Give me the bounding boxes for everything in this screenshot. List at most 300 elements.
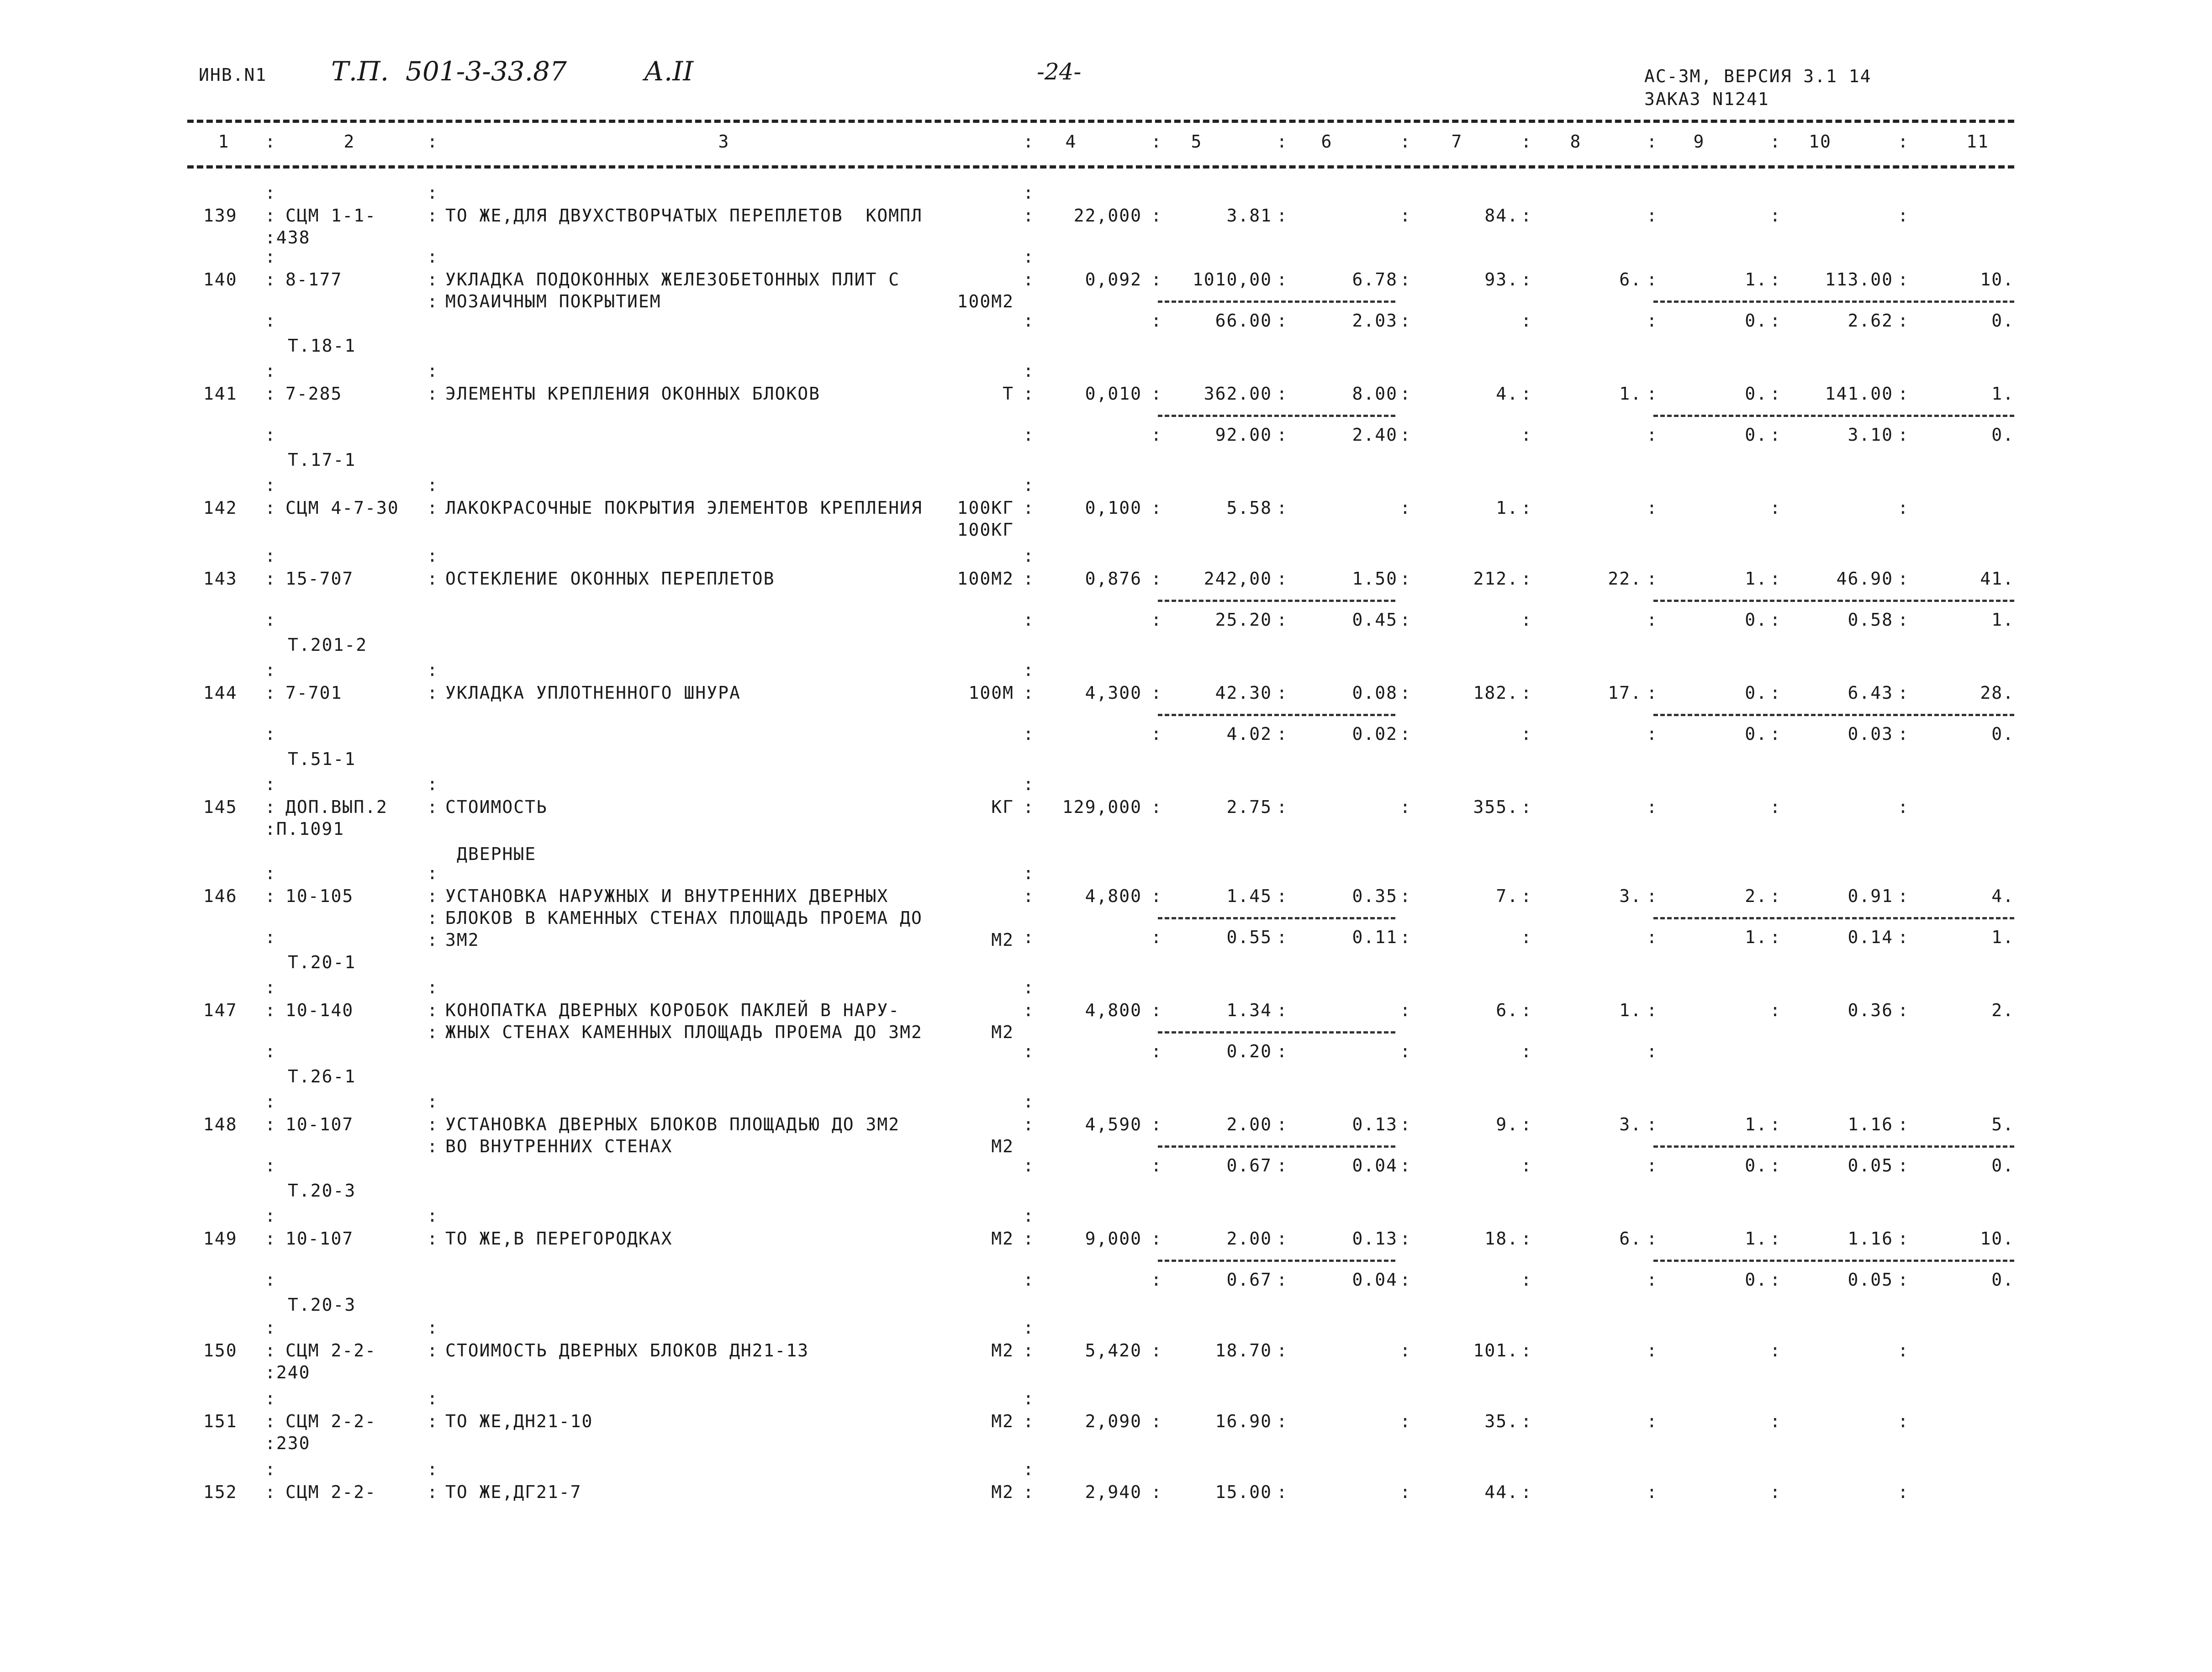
page-number: -24-: [1037, 58, 1082, 85]
row-separator: :: [1277, 1340, 1288, 1361]
row-separator: :: [1647, 1270, 1658, 1290]
work-description: ЛАКОКРАСОЧНЫЕ ПОКРЫТИЯ ЭЛЕМЕНТОВ КРЕПЛЕНИЯ: [445, 498, 923, 518]
row-separator: :: [1770, 886, 1781, 906]
cell-c6: 1.50: [1352, 569, 1398, 589]
cell-c9-wage: 0.: [1745, 724, 1768, 744]
row-number: 141: [203, 384, 238, 404]
row-separator: :: [1277, 886, 1288, 906]
column-separator: :: [265, 132, 276, 152]
row-separator: :: [1023, 1482, 1035, 1502]
row-separator: :: [1023, 1270, 1035, 1290]
row-separator: :: [1151, 1155, 1162, 1176]
row-separator: :: [1023, 183, 1035, 203]
column-header-3: 3: [718, 132, 730, 152]
column-header-8: 8: [1570, 132, 1582, 152]
row-separator: :: [1898, 1411, 1909, 1431]
cell-c5: 2.00: [1226, 1229, 1272, 1249]
row-separator: :: [1277, 1000, 1288, 1020]
unit-of-measure: 100М2: [957, 291, 1014, 311]
row-separator: :: [265, 1459, 276, 1479]
inventory-number: ИНВ.N1: [199, 65, 267, 85]
row-separator: :: [1023, 977, 1035, 997]
cell-c9-wage: 0.: [1745, 425, 1768, 445]
unit-of-measure: 100М2: [957, 569, 1014, 589]
row-separator: :: [1647, 1041, 1658, 1061]
row-separator: :: [1151, 1270, 1162, 1290]
row-separator: :: [427, 683, 438, 703]
row-separator: :: [1151, 1041, 1162, 1061]
row-separator: :: [265, 425, 276, 445]
cell-c10: 113.00: [1825, 269, 1893, 290]
row-number: 146: [203, 886, 238, 906]
row-separator: :: [265, 311, 276, 331]
row-separator: :: [1151, 1340, 1162, 1361]
row-separator: :: [1023, 886, 1035, 906]
cell-c10-wage: 0.05: [1848, 1155, 1893, 1176]
row-separator: :: [265, 498, 276, 518]
row-separator: :: [427, 930, 438, 950]
row-separator: :: [1151, 269, 1162, 290]
cell-c6: 0.35: [1352, 886, 1398, 906]
row-separator: :: [427, 384, 438, 404]
subtotal-rule: [1653, 714, 2014, 716]
row-separator: :: [1277, 569, 1288, 589]
row-separator: :: [427, 1206, 438, 1226]
row-separator: :: [265, 977, 276, 997]
row-separator: :: [265, 384, 276, 404]
row-separator: :: [1277, 269, 1288, 290]
row-separator: :: [1898, 498, 1909, 518]
section-label: ДВЕРНЫЕ: [457, 844, 537, 864]
row-separator: :: [1400, 425, 1411, 445]
row-separator: :: [265, 774, 276, 794]
cell-c8: 1.: [1619, 1000, 1642, 1020]
row-separator: :: [1023, 498, 1035, 518]
row-separator: :: [1023, 1318, 1035, 1338]
row-separator: :: [1023, 1340, 1035, 1361]
column-header-9: 9: [1693, 132, 1705, 152]
work-description: УКЛАДКА УПЛОТНЕННОГО ШНУРА: [445, 683, 741, 703]
row-separator: :: [1277, 384, 1288, 404]
row-separator: :: [265, 1155, 276, 1176]
order-number: ЗАКАЗ N1241: [1644, 89, 1769, 109]
row-separator: :: [1400, 1155, 1411, 1176]
cell-c8: 3.: [1619, 886, 1642, 906]
row-separator: :: [1770, 1270, 1781, 1290]
row-separator: :: [265, 1318, 276, 1338]
row-separator: :: [427, 498, 438, 518]
subtotal-rule: [1653, 917, 2014, 919]
row-separator: :: [265, 863, 276, 883]
cell-c9: 0.: [1745, 384, 1768, 404]
row-separator: :: [1151, 1000, 1162, 1020]
cell-c8: 3.: [1619, 1114, 1642, 1134]
row-separator: :: [1898, 206, 1909, 226]
row-separator: :: [1647, 1411, 1658, 1431]
cell-c11: 28.: [1980, 683, 2014, 703]
row-separator: :: [1770, 797, 1781, 817]
cell-c5: 2.75: [1226, 797, 1272, 817]
cell-c5-wage: 4.02: [1226, 724, 1272, 744]
row-number: 145: [203, 797, 238, 817]
row-separator: :: [1023, 1000, 1035, 1020]
cell-c8: 22.: [1608, 569, 1642, 589]
row-separator: :: [1647, 610, 1658, 630]
row-separator: :: [1400, 498, 1411, 518]
unit-of-measure: 100М: [968, 683, 1014, 703]
row-separator: :: [427, 569, 438, 589]
table-reference: Т.26-1: [288, 1066, 356, 1087]
row-separator: :: [1023, 384, 1035, 404]
cell-c7: 6.: [1496, 1000, 1519, 1020]
row-separator: :: [265, 546, 276, 566]
project-code: Т.П. 501-3-33.87: [331, 56, 567, 87]
row-separator: :: [1023, 774, 1035, 794]
row-separator: :: [1647, 1000, 1658, 1020]
row-separator: :: [1400, 1000, 1411, 1020]
work-description-cont: 3М2: [445, 930, 480, 950]
cell-c6: 8.00: [1352, 384, 1398, 404]
row-separator: :: [1770, 1340, 1781, 1361]
row-separator: :: [1277, 610, 1288, 630]
row-separator: :: [1521, 1482, 1532, 1502]
cell-c5: 362.00: [1204, 384, 1272, 404]
row-separator: :: [1277, 927, 1288, 947]
row-separator: :: [427, 206, 438, 226]
row-separator: :: [1400, 724, 1411, 744]
row-separator: :: [1023, 247, 1035, 267]
work-description: ЭЛЕМЕНТЫ КРЕПЛЕНИЯ ОКОННЫХ БЛОКОВ: [445, 384, 820, 404]
row-separator: :: [1521, 1229, 1532, 1249]
row-separator: :: [1023, 361, 1035, 381]
column-separator: :: [1898, 132, 1909, 152]
row-separator: :: [1770, 425, 1781, 445]
row-separator: :: [1521, 1411, 1532, 1431]
cell-c5: 1.34: [1226, 1000, 1272, 1020]
work-description: УСТАНОВКА ДВЕРНЫХ БЛОКОВ ПЛОЩАДЬЮ ДО 3М2: [445, 1114, 900, 1134]
table-reference: Т.201-2: [288, 635, 368, 655]
cell-c8: 17.: [1608, 683, 1642, 703]
cell-c9: 0.: [1745, 683, 1768, 703]
cell-c10-wage: 0.05: [1848, 1270, 1893, 1290]
row-separator: :: [265, 927, 276, 947]
row-separator: :: [1151, 311, 1162, 331]
row-separator: :: [265, 1270, 276, 1290]
row-number: 139: [203, 206, 238, 226]
row-separator: :: [1277, 1411, 1288, 1431]
row-separator: :: [427, 475, 438, 495]
rate-code-cont: :240: [265, 1362, 311, 1382]
cell-c11: 1.: [1991, 384, 2014, 404]
row-separator: :: [1400, 927, 1411, 947]
row-separator: :: [427, 1114, 438, 1134]
column-separator: :: [1023, 132, 1035, 152]
rate-code: 7-701: [285, 683, 343, 703]
row-separator: :: [1023, 546, 1035, 566]
row-separator: :: [1023, 1206, 1035, 1226]
table-reference: Т.20-3: [288, 1181, 356, 1201]
row-separator: :: [1023, 610, 1035, 630]
cell-c11-wage: 0.: [1991, 1155, 2014, 1176]
work-description: ТО ЖЕ,ДГ21-7: [445, 1482, 582, 1502]
row-separator: :: [1023, 269, 1035, 290]
row-separator: :: [1647, 269, 1658, 290]
row-separator: :: [1023, 1041, 1035, 1061]
row-separator: :: [1521, 683, 1532, 703]
row-separator: :: [1521, 724, 1532, 744]
row-separator: :: [1898, 886, 1909, 906]
column-separator: :: [1770, 132, 1781, 152]
cell-c10: 1.16: [1848, 1114, 1893, 1134]
row-separator: :: [1400, 1482, 1411, 1502]
row-separator: :: [427, 1340, 438, 1361]
row-separator: :: [1151, 886, 1162, 906]
rate-code: 10-107: [285, 1114, 354, 1134]
rate-code: 8-177: [285, 269, 343, 290]
subtotal-rule: [1158, 301, 1395, 303]
cell-c4: 0,010: [1085, 384, 1142, 404]
rate-code: ДОП.ВЫП.2: [285, 797, 388, 817]
row-separator: :: [265, 1041, 276, 1061]
row-separator: :: [1647, 1340, 1658, 1361]
column-separator: :: [1400, 132, 1411, 152]
cell-c4: 22,000: [1073, 206, 1142, 226]
row-separator: :: [1647, 425, 1658, 445]
cell-c4: 4,800: [1085, 1000, 1142, 1020]
row-separator: :: [1770, 927, 1781, 947]
cell-c5-wage: 92.00: [1215, 425, 1272, 445]
row-separator: :: [1400, 886, 1411, 906]
work-description: СТОИМОСТЬ ДВЕРНЫХ БЛОКОВ ДН21-13: [445, 1340, 809, 1361]
row-separator: :: [1277, 1041, 1288, 1061]
cell-c8: 1.: [1619, 384, 1642, 404]
rate-code: 10-107: [285, 1229, 354, 1249]
row-separator: :: [265, 1092, 276, 1112]
cell-c9: 1.: [1745, 1114, 1768, 1134]
unit-of-measure: М2: [991, 930, 1014, 950]
cell-c4: 2,940: [1085, 1482, 1142, 1502]
row-separator: :: [427, 247, 438, 267]
row-separator: :: [1023, 1092, 1035, 1112]
row-separator: :: [265, 724, 276, 744]
cell-c5-wage: 0.67: [1226, 1270, 1272, 1290]
row-separator: :: [1400, 1411, 1411, 1431]
row-separator: :: [1400, 206, 1411, 226]
subtotal-rule: [1158, 1260, 1395, 1262]
cell-c6-wage: 0.11: [1352, 927, 1398, 947]
row-separator: :: [1023, 569, 1035, 589]
table-reference: Т.20-1: [288, 952, 356, 972]
cell-c11-wage: 0.: [1991, 1270, 2014, 1290]
rate-code: СЦМ 4-7-30: [285, 498, 399, 518]
work-description: ТО ЖЕ,ДЛЯ ДВУХСТВОРЧАТЫХ ПЕРЕПЛЕТОВ КОМПЛ: [445, 206, 923, 226]
cell-c7: 18.: [1484, 1229, 1519, 1249]
rate-code-cont: :П.1091: [265, 819, 345, 839]
cell-c5: 2.00: [1226, 1114, 1272, 1134]
row-separator: :: [1647, 1229, 1658, 1249]
row-separator: :: [427, 269, 438, 290]
column-header-5: 5: [1191, 132, 1203, 152]
cell-c5: 3.81: [1226, 206, 1272, 226]
cell-c9-wage: 0.: [1745, 1155, 1768, 1176]
row-separator: :: [1647, 498, 1658, 518]
row-separator: :: [1647, 1114, 1658, 1134]
column-header-4: 4: [1065, 132, 1077, 152]
row-separator: :: [1898, 1270, 1909, 1290]
cell-c11-wage: 1.: [1991, 927, 2014, 947]
cell-c5: 16.90: [1215, 1411, 1272, 1431]
row-separator: :: [1151, 569, 1162, 589]
row-separator: :: [1521, 425, 1532, 445]
row-separator: :: [1647, 1482, 1658, 1502]
row-separator: :: [1770, 384, 1781, 404]
row-separator: :: [1151, 724, 1162, 744]
row-separator: :: [1898, 425, 1909, 445]
row-separator: :: [1521, 927, 1532, 947]
row-separator: :: [1770, 610, 1781, 630]
row-separator: :: [1023, 1388, 1035, 1408]
row-separator: :: [427, 660, 438, 680]
work-description-cont: МОЗАИЧНЫМ ПОКРЫТИЕМ: [445, 291, 661, 311]
row-separator: :: [1023, 797, 1035, 817]
unit-of-measure: 100КГ: [957, 498, 1014, 518]
row-separator: :: [1151, 1411, 1162, 1431]
row-separator: :: [265, 1482, 276, 1502]
row-separator: :: [1647, 724, 1658, 744]
row-separator: :: [1521, 797, 1532, 817]
table-reference: Т.18-1: [288, 336, 356, 356]
row-separator: :: [427, 291, 438, 311]
row-separator: :: [1770, 1411, 1781, 1431]
cell-c9-wage: 0.: [1745, 311, 1768, 331]
subtotal-rule: [1158, 1031, 1395, 1034]
cell-c4: 0,876: [1085, 569, 1142, 589]
row-separator: :: [265, 183, 276, 203]
row-separator: :: [1151, 610, 1162, 630]
row-separator: :: [265, 361, 276, 381]
row-separator: :: [1023, 1155, 1035, 1176]
row-separator: :: [1400, 1041, 1411, 1061]
row-separator: :: [265, 1388, 276, 1408]
row-separator: :: [1151, 927, 1162, 947]
row-separator: :: [1770, 1000, 1781, 1020]
column-separator: :: [427, 132, 438, 152]
column-separator: :: [1647, 132, 1658, 152]
cell-c10: 46.90: [1836, 569, 1893, 589]
row-separator: :: [1400, 797, 1411, 817]
rate-code: СЦМ 1-1-: [285, 206, 377, 226]
subtotal-rule: [1158, 1145, 1395, 1148]
row-separator: :: [1647, 886, 1658, 906]
row-separator: :: [1647, 927, 1658, 947]
row-separator: :: [1647, 311, 1658, 331]
rate-code: СЦМ 2-2-: [285, 1411, 377, 1431]
row-separator: :: [1521, 1340, 1532, 1361]
row-separator: :: [427, 1459, 438, 1479]
row-separator: :: [427, 977, 438, 997]
rate-code-cont: :230: [265, 1433, 311, 1453]
row-separator: :: [1898, 797, 1909, 817]
subtotal-rule: [1158, 415, 1395, 417]
row-separator: :: [1023, 311, 1035, 331]
row-number: 140: [203, 269, 238, 290]
row-separator: :: [1647, 384, 1658, 404]
row-separator: :: [1898, 269, 1909, 290]
subtotal-rule: [1158, 600, 1395, 602]
row-separator: :: [427, 863, 438, 883]
unit-of-measure: 100КГ: [957, 520, 1014, 540]
row-separator: :: [1770, 1155, 1781, 1176]
row-separator: :: [1770, 1114, 1781, 1134]
rate-code-cont: :438: [265, 227, 311, 248]
row-separator: :: [1898, 1340, 1909, 1361]
cell-c7: 9.: [1496, 1114, 1519, 1134]
cell-c11-wage: 0.: [1991, 425, 2014, 445]
row-separator: :: [1647, 569, 1658, 589]
row-separator: :: [427, 1411, 438, 1431]
cell-c10: 6.43: [1848, 683, 1893, 703]
row-separator: :: [1277, 797, 1288, 817]
cell-c6-wage: 0.45: [1352, 610, 1398, 630]
row-separator: :: [1023, 863, 1035, 883]
cell-c4: 5,420: [1085, 1340, 1142, 1361]
rate-code: СЦМ 2-2-: [285, 1482, 377, 1502]
row-separator: :: [427, 1482, 438, 1502]
subtotal-rule: [1158, 714, 1395, 716]
row-separator: :: [1647, 206, 1658, 226]
subtotal-rule: [1653, 1145, 2014, 1148]
cell-c5-wage: 0.67: [1226, 1155, 1272, 1176]
row-separator: :: [1770, 683, 1781, 703]
subtotal-rule: [1653, 600, 2014, 602]
row-number: 149: [203, 1229, 238, 1249]
row-separator: :: [1277, 724, 1288, 744]
row-separator: :: [1647, 797, 1658, 817]
row-separator: :: [1151, 1482, 1162, 1502]
cell-c8: 6.: [1619, 269, 1642, 290]
row-separator: :: [1521, 1155, 1532, 1176]
row-separator: :: [1151, 425, 1162, 445]
row-separator: :: [427, 1092, 438, 1112]
work-description: ТО ЖЕ,В ПЕРЕГОРОДКАХ: [445, 1229, 673, 1249]
subtotal-rule: [1653, 301, 2014, 303]
column-header-2: 2: [343, 132, 355, 152]
cell-c11-wage: 0.: [1991, 724, 2014, 744]
column-header-10: 10: [1809, 132, 1832, 152]
row-separator: :: [1400, 1340, 1411, 1361]
cell-c5: 5.58: [1226, 498, 1272, 518]
row-separator: :: [1898, 311, 1909, 331]
row-separator: :: [427, 797, 438, 817]
column-header-7: 7: [1451, 132, 1463, 152]
cell-c5: 42.30: [1215, 683, 1272, 703]
cell-c10: 1.16: [1848, 1229, 1893, 1249]
row-separator: :: [1277, 498, 1288, 518]
row-separator: :: [1521, 1000, 1532, 1020]
row-separator: :: [1277, 1482, 1288, 1502]
row-separator: :: [1521, 610, 1532, 630]
subtotal-rule: [1653, 1260, 2014, 1262]
row-separator: :: [427, 1022, 438, 1042]
row-separator: :: [427, 1000, 438, 1020]
cell-c5: 242,00: [1204, 569, 1272, 589]
row-separator: :: [1151, 1114, 1162, 1134]
row-separator: :: [1521, 1270, 1532, 1290]
unit-of-measure: М2: [991, 1229, 1014, 1249]
cell-c11: 41.: [1980, 569, 2014, 589]
row-separator: :: [1898, 1229, 1909, 1249]
row-separator: :: [1770, 724, 1781, 744]
